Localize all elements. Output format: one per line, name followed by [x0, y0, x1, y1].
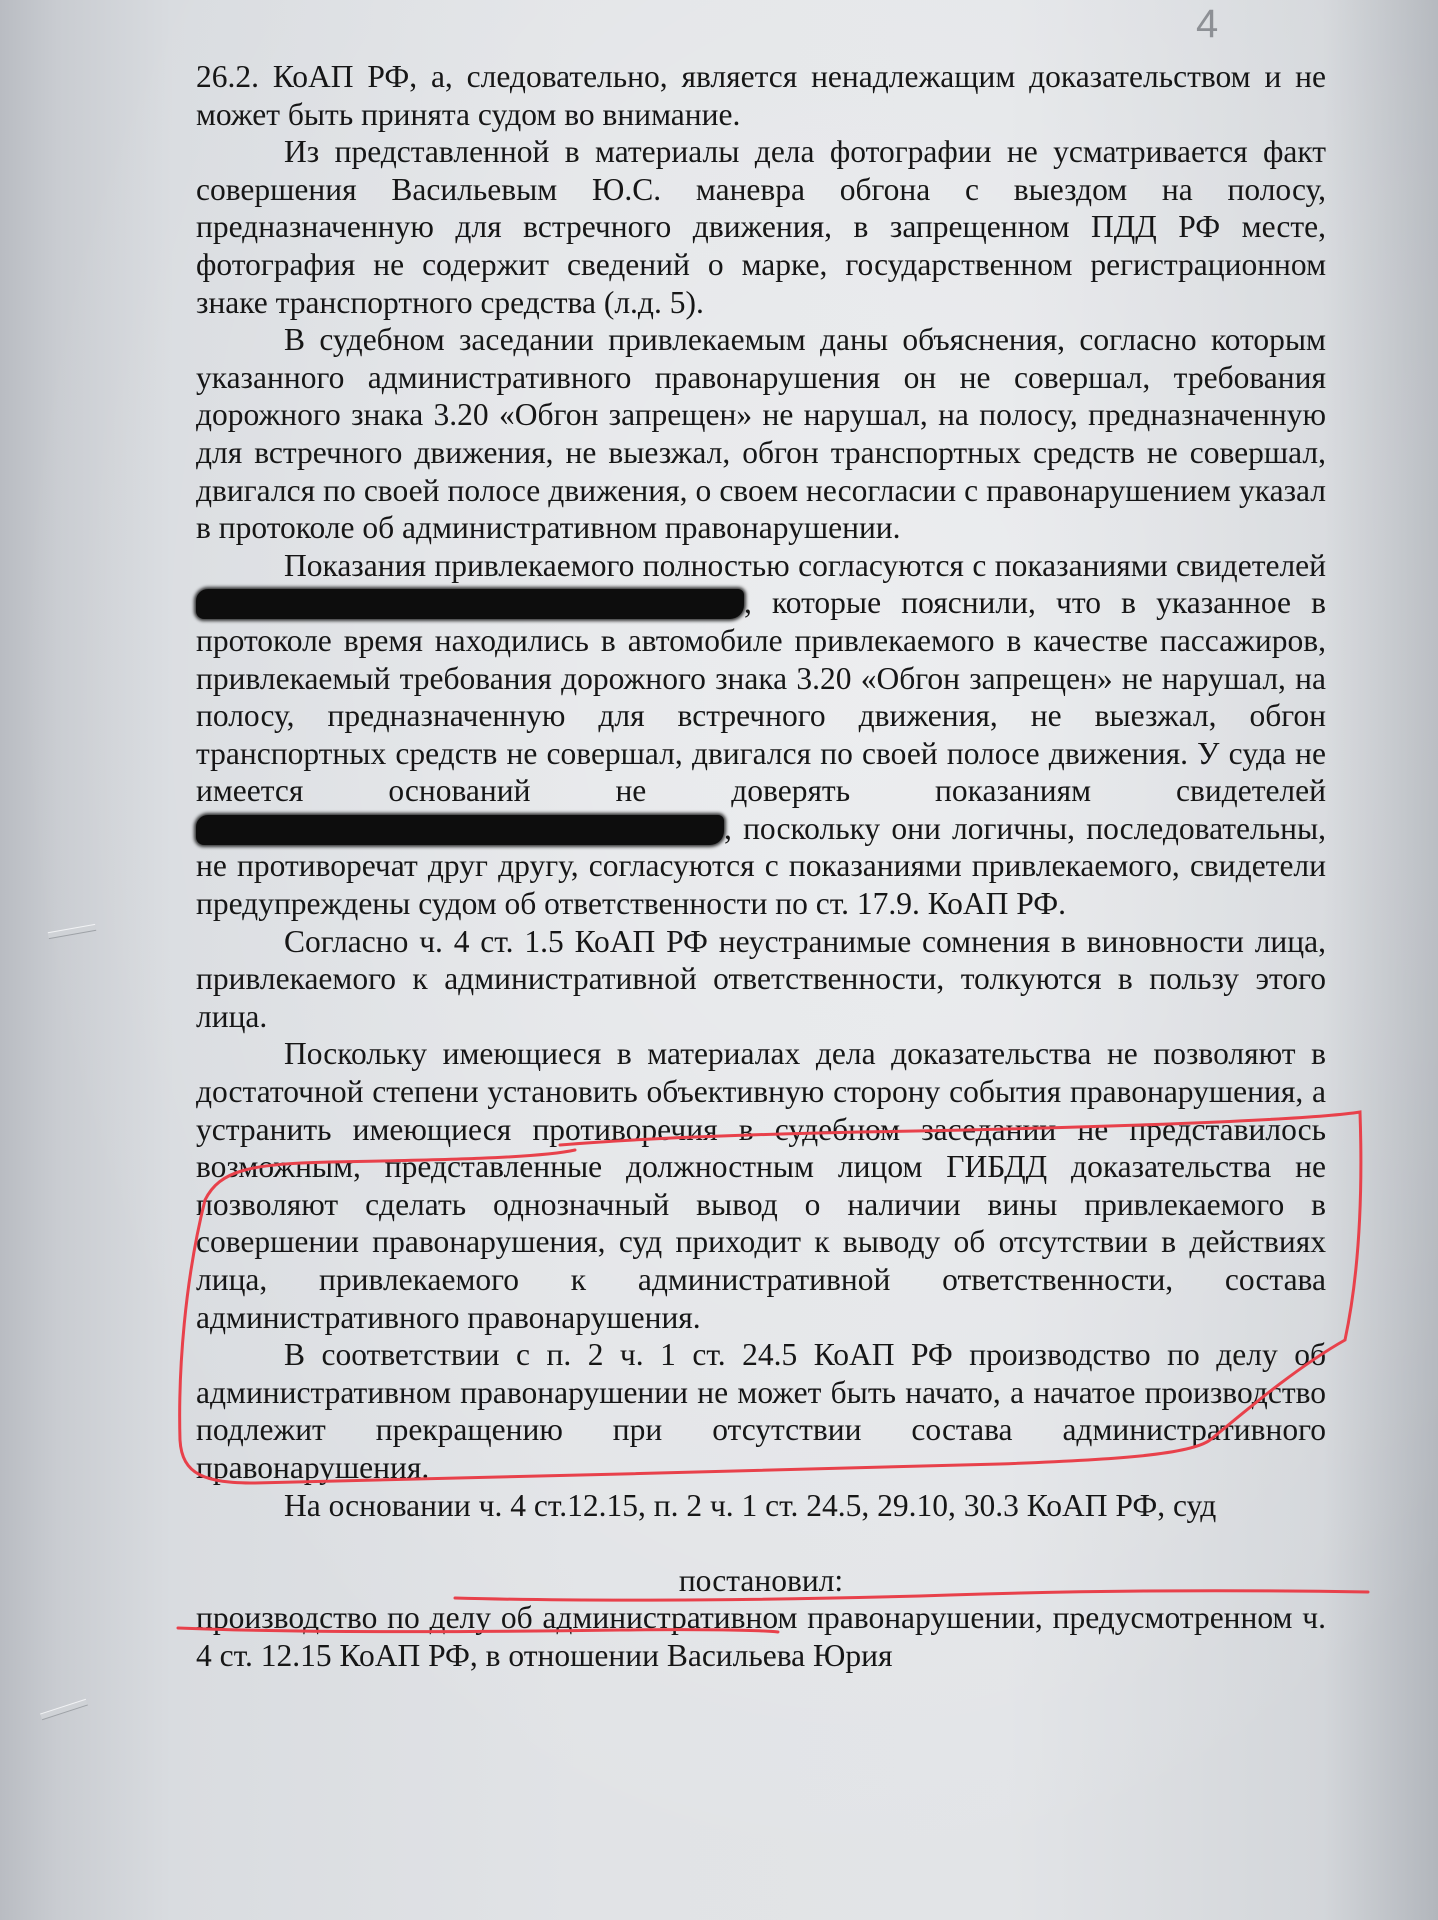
- paragraph-5: Согласно ч. 4 ст. 1.5 КоАП РФ неустранимые сомнения в виновности лица, привлекаемого к административной ответственности, толкуются в пользу этого лица.: [196, 923, 1326, 1034]
- paragraph-7: В соответствии с п. 2 ч. 1 ст. 24.5 КоАП РФ производство по делу об административном правонарушении не может быть начато, а начатое производство подлежит прекращению при отсутствии состава административного правонарушения.: [196, 1337, 1326, 1485]
- paragraph-8: На основании ч. 4 ст.12.15, п. 2 ч. 1 ст. 24.5, 29.10, 30.3 КоАП РФ, суд: [284, 1487, 1217, 1523]
- paragraph-3: В судебном заседании привлекаемым даны объяснения, согласно которым указанного административного правонарушения он не совершал, требования дорожного знака 3.20 «Обгон запрещен» не нарушал, на полосу, предназначенную для встречного движения, не выезжал, обгон транспортных средств не совершал, двигался по своей полосе движения, о своем несогласии с правонарушением указал в протоколе об административном правонарушении.: [196, 322, 1326, 546]
- paragraph-4: [196, 547, 1326, 923]
- document-body: [196, 58, 1326, 1675]
- paragraph-1: 26.2. КоАП РФ, а, следовательно, является ненадлежащим доказательством и не может быть принята судом во внимание.: [196, 59, 1326, 132]
- paragraph-4-part-b: , которые пояснили, что в указанное в протоколе время находились в автомобиле привлекаемого в качестве пассажиров, привлекаемый требования дорожного знака 3.20 «Обгон запрещен» не нарушал, на полосу, предназначенную для встречного движения, не выезжал, обгон транспортных средств не совершал, двигался по своей полосе движения. У суда не имеется оснований не доверять показаниям свидетелей: [196, 585, 1326, 809]
- redaction-block: [196, 589, 744, 619]
- paragraph-4-part-a: Показания привлекаемого полностью согласуются с показаниями свидетелей: [284, 547, 1326, 583]
- resolution-heading: постановил:: [678, 1562, 844, 1598]
- staple-mark: [48, 924, 96, 939]
- redaction-block: [196, 815, 724, 845]
- paragraph-9: производство по делу об административном правонарушении, предусмотренном ч. 4 ст. 12.15 КоАП РФ, в отношении Васильева Юрия: [196, 1600, 1326, 1673]
- paragraph-4-part-c: , поскольку они логичны, последовательны, не противоречат друг другу, согласуются с показаниями привлекаемого, свидетели предупреждены судом об ответственности по ст. 17.9. КоАП РФ.: [196, 810, 1326, 922]
- page-number: 4: [1196, 2, 1219, 46]
- paragraph-2: Из представленной в материалы дела фотографии не усматривается факт совершения Васильевым Ю.С. маневра обгона с выездом на полосу, предназначенную для встречного движения, в запрещенном ПДД РФ месте, фотография не содержит сведений о марке, государственном регистрационном знаке транспортного средства (л.д. 5).: [196, 134, 1326, 320]
- paragraph-6-highlighted: Поскольку имеющиеся в материалах дела доказательства не позволяют в достаточной степени установить объективную сторону события правонарушения, а устранить имеющиеся противоречия в судебном заседании не представилось возможным, представленные должностным лицом ГИБДД доказательства не позволяют сделать однозначный вывод о наличии вины привлекаемого в совершении правонарушения, суд приходит к выводу об отсутствии в действиях лица, привлекаемого к административной ответственности, состава административного правонарушения.: [196, 1036, 1326, 1335]
- staple-mark: [40, 1699, 88, 1720]
